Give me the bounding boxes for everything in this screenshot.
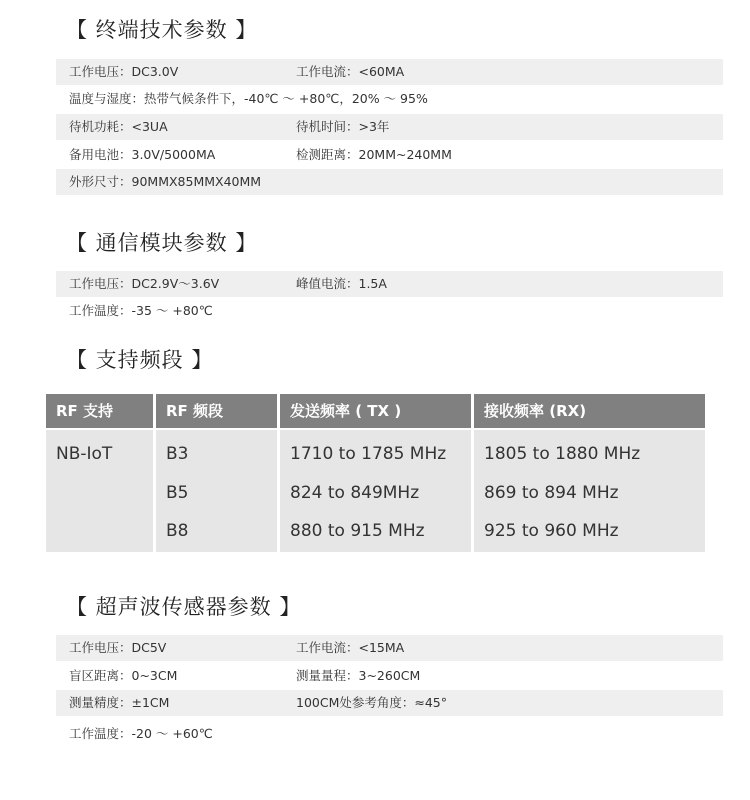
us-working-current: 工作电流：<15MA	[296, 640, 405, 655]
band-cell: B3	[166, 444, 189, 464]
backup-battery: 备用电池：3.0V/5000MA	[69, 147, 216, 162]
tx-cell: 880 to 915 MHz	[290, 521, 425, 541]
rx-cell: 925 to 960 MHz	[484, 521, 619, 541]
comm-working-temperature: 工作温度：-35 ～ +80℃	[69, 303, 213, 318]
spec-row	[56, 86, 723, 112]
spec-row	[56, 298, 723, 324]
spec-row	[56, 271, 723, 297]
us-working-voltage: 工作电压：DC5V	[69, 640, 167, 655]
header-tx-frequency: 发送频率 ( TX )	[280, 394, 471, 428]
blind-zone-distance: 盲区距离：0~3CM	[69, 668, 178, 683]
temperature-humidity: 温度与湿度：热带气候条件下，-40℃ ～ +80℃，20% ～ 95%	[69, 91, 428, 106]
band-cell: B5	[166, 483, 189, 503]
band-table	[46, 394, 705, 552]
comm-module-title: 【 通信模块参数 】	[66, 231, 258, 255]
measurement-accuracy: 测量精度：±1CM	[69, 695, 170, 710]
ultrasonic-params-title: 【 超声波传感器参数 】	[66, 595, 302, 619]
tx-cell: 824 to 849MHz	[290, 483, 420, 503]
spec-row	[56, 635, 723, 661]
comm-working-voltage: 工作电压：DC2.9V～3.6V	[69, 276, 220, 291]
header-rf-band: RF 频段	[156, 394, 277, 428]
supported-bands-title: 【 支持频段 】	[66, 348, 214, 372]
working-voltage: 工作电压：DC3.0V	[69, 64, 179, 79]
working-current: 工作电流：<60MA	[296, 64, 405, 79]
spec-row	[56, 114, 723, 140]
reference-angle: 100CM处参考角度：≈45°	[296, 695, 448, 710]
measurement-range: 测量量程：3~260CM	[296, 668, 421, 683]
spec-row	[56, 721, 723, 747]
terminal-params-title: 【 终端技术参数 】	[66, 18, 258, 42]
rf-support-cell: NB-IoT	[56, 444, 113, 464]
detection-distance: 检测距离：20MM~240MM	[296, 147, 452, 162]
comm-peak-current: 峰值电流：1.5A	[296, 276, 387, 291]
us-working-temperature: 工作温度：-20 ～ +60℃	[69, 726, 213, 741]
header-rx-frequency: 接收频率 (RX)	[474, 394, 705, 428]
rx-cell: 1805 to 1880 MHz	[484, 444, 641, 464]
standby-time: 待机时间：>3年	[296, 119, 390, 134]
spec-row	[56, 663, 723, 689]
header-rf-support: RF 支持	[46, 394, 153, 428]
spec-row	[56, 690, 723, 716]
band-cell: B8	[166, 521, 189, 541]
standby-power: 待机功耗：<3UA	[69, 119, 168, 134]
dimensions: 外形尺寸：90MMX85MMX40MM	[69, 174, 262, 189]
spec-row	[56, 59, 723, 85]
spec-row	[56, 142, 723, 168]
tx-cell: 1710 to 1785 MHz	[290, 444, 447, 464]
spec-row	[56, 169, 723, 195]
rx-cell: 869 to 894 MHz	[484, 483, 619, 503]
